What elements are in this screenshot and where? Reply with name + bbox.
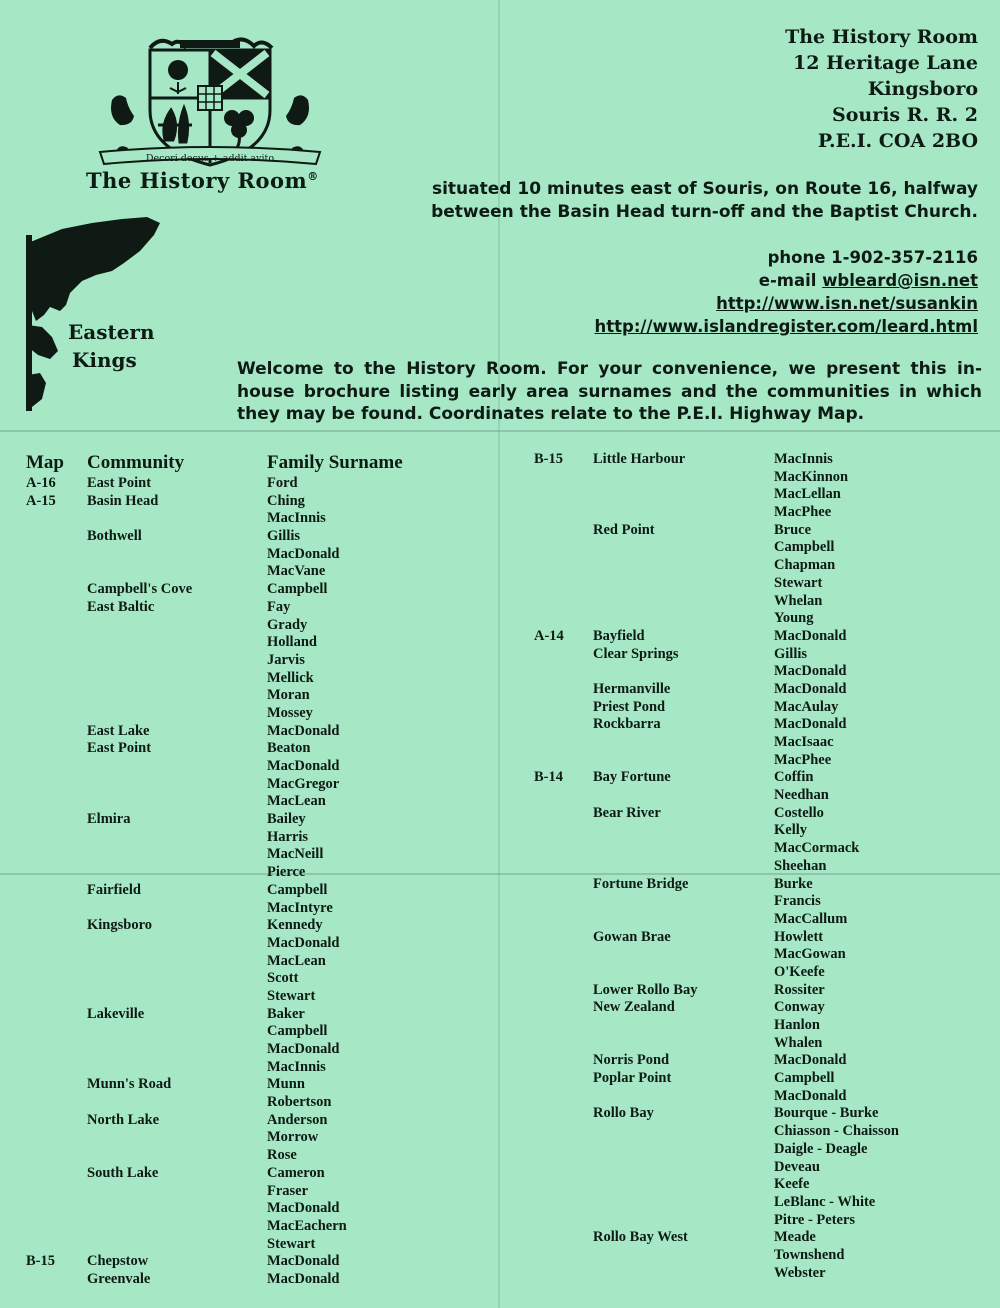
map-cell: A-14 — [534, 627, 564, 644]
surname-cell: Pierce — [267, 864, 306, 881]
surname-cell: MacEachern — [267, 1217, 347, 1234]
table-row — [26, 846, 466, 864]
surname-cell: MacDonald — [774, 1087, 847, 1104]
surname-cell: Campbell — [774, 539, 835, 556]
surname-cell: Jarvis — [267, 651, 305, 668]
table-row — [26, 1200, 466, 1218]
surname-cell: MacInnis — [774, 451, 833, 467]
surname-column-header: Family Surname — [267, 452, 403, 473]
surname-cell: Campbell — [774, 1070, 835, 1087]
table-row — [26, 705, 466, 723]
surname-cell: Pitre - Peters — [774, 1211, 856, 1228]
table-row — [534, 628, 974, 646]
surname-cell: Kennedy — [267, 917, 323, 934]
table-row — [26, 793, 466, 811]
table-row — [26, 1165, 466, 1183]
table-row — [26, 1147, 466, 1165]
table-row — [26, 599, 466, 617]
table-row — [26, 970, 466, 988]
table-row — [26, 758, 466, 776]
surname-table-left — [26, 475, 466, 1289]
table-row — [26, 900, 466, 918]
table-row — [534, 539, 974, 557]
table-row — [26, 953, 466, 971]
address-line: Kingsboro — [867, 78, 978, 100]
table-row — [534, 1123, 974, 1141]
map-cell: B-15 — [534, 451, 563, 467]
table-row — [534, 822, 974, 840]
table-row — [534, 486, 974, 504]
table-row — [534, 840, 974, 858]
surname-cell: MacDonald — [267, 934, 340, 951]
community-cell: Kingsboro — [87, 917, 153, 934]
surname-cell: Cameron — [267, 1164, 325, 1181]
community-cell: Priest Pond — [593, 698, 666, 715]
table-row — [534, 663, 974, 681]
table-row — [26, 740, 466, 758]
surname-cell: MacDonald — [267, 1041, 340, 1057]
table-row — [26, 1112, 466, 1130]
community-cell: South Lake — [87, 1164, 159, 1181]
surname-cell: Deveau — [774, 1158, 820, 1175]
surname-cell: Anderson — [267, 1111, 328, 1128]
surname-cell: MacPhee — [774, 504, 832, 521]
table-row — [534, 716, 974, 734]
surname-cell: Robertson — [267, 1094, 332, 1111]
table-row — [26, 1218, 466, 1236]
table-row — [534, 1070, 974, 1088]
table-row — [26, 935, 466, 953]
table-row — [534, 787, 974, 805]
surname-cell: MacDonald — [774, 627, 847, 644]
directions-text — [431, 178, 978, 224]
table-row — [26, 581, 466, 599]
surname-cell: MacDonald — [267, 722, 340, 739]
surname-cell: MacDonald — [267, 1253, 340, 1270]
registered-mark: ® — [307, 170, 319, 183]
motto-text: Decori decus + addit avito — [145, 153, 275, 164]
surname-cell: MacCallum — [774, 910, 848, 927]
surname-cell: Fraser — [267, 1182, 309, 1199]
email-link[interactable]: wbleard@isn.net — [822, 271, 978, 290]
table-row — [26, 528, 466, 546]
table-row — [26, 917, 466, 935]
community-cell: East Baltic — [87, 598, 155, 615]
surname-cell: Scott — [267, 970, 299, 987]
address-line: Souris R. R. 2 — [831, 104, 978, 126]
table-row — [26, 811, 466, 829]
surname-cell: Kelly — [774, 822, 808, 839]
surname-cell: Whelan — [774, 592, 823, 609]
community-cell: Bear River — [593, 804, 661, 821]
table-row — [26, 634, 466, 652]
surname-cell: MacInnis — [267, 510, 326, 527]
table-row — [26, 1129, 466, 1147]
table-row — [26, 1076, 466, 1094]
surname-cell: Stewart — [774, 574, 823, 591]
welcome-paragraph: Welcome to the History Room. For your convenience, we present this in-house brochure listing early area surnames and the communities in which they may be found. Coordinates relate to the P.E.I. Highway Map. — [237, 359, 982, 424]
table-row — [26, 1094, 466, 1112]
table-row — [534, 1141, 974, 1159]
surname-cell: MacInnis — [267, 1058, 326, 1075]
table-row — [534, 1017, 974, 1035]
map-cell: A-15 — [26, 492, 56, 509]
table-row — [534, 1052, 974, 1070]
table-row — [534, 1035, 974, 1053]
email-label: e-mail — [758, 271, 817, 290]
address-block — [785, 24, 978, 154]
region-label-line: Eastern — [68, 320, 155, 344]
surname-cell: MacDonald — [774, 663, 847, 680]
surname-cell: MacDonald — [774, 680, 847, 697]
surname-cell: Holland — [267, 634, 317, 651]
surname-cell: Rossiter — [774, 981, 825, 998]
surname-cell: Conway — [774, 999, 825, 1016]
surname-cell: Sheehan — [774, 857, 827, 874]
surname-cell: MacLean — [267, 793, 326, 810]
community-cell: Munn's Road — [87, 1076, 172, 1093]
surname-cell: Needhan — [774, 787, 829, 804]
table-row — [26, 475, 466, 493]
surname-cell: Grady — [267, 616, 308, 633]
table-row — [534, 929, 974, 947]
surname-cell: Harris — [267, 828, 309, 845]
contact-block — [594, 246, 978, 338]
surname-cell: Burke — [774, 875, 813, 892]
table-row — [26, 1006, 466, 1024]
surname-cell: Howlett — [774, 928, 824, 945]
surname-cell: MacLean — [267, 952, 326, 969]
surname-cell: Bourque - Burke — [774, 1105, 879, 1122]
table-row — [534, 1105, 974, 1123]
surname-cell: Daigle - Deagle — [774, 1140, 868, 1157]
surname-cell: Webster — [774, 1264, 826, 1281]
surname-cell: Moran — [267, 687, 310, 704]
table-row — [534, 1176, 974, 1194]
table-row — [26, 1023, 466, 1041]
surname-cell: Hanlon — [774, 1017, 820, 1033]
community-cell: Rockbarra — [593, 716, 661, 733]
surname-cell: Chiasson - Chaisson — [774, 1123, 899, 1140]
table-row — [534, 504, 974, 522]
surname-cell: Young — [774, 610, 814, 627]
table-row — [534, 1212, 974, 1230]
table-row — [534, 593, 974, 611]
region-label-line: Kings — [72, 348, 137, 372]
table-row — [534, 1229, 974, 1247]
surname-cell: MacDonald — [774, 716, 847, 733]
table-row — [534, 575, 974, 593]
surname-cell: MacDonald — [267, 758, 340, 774]
surname-cell: Bailey — [267, 811, 306, 828]
surname-cell: Gillis — [267, 528, 301, 545]
surname-cell: MacIsaac — [774, 734, 834, 750]
table-row — [534, 858, 974, 876]
table-row — [26, 723, 466, 741]
surname-cell: Beaton — [267, 740, 311, 757]
surname-cell: Campbell — [267, 581, 328, 598]
table-row — [534, 699, 974, 717]
table-row — [26, 652, 466, 670]
table-row — [26, 829, 466, 847]
table-row — [26, 864, 466, 882]
table-row — [534, 1088, 974, 1106]
surname-cell: MacDonald — [267, 545, 340, 562]
community-cell: North Lake — [87, 1111, 160, 1128]
table-row — [534, 982, 974, 1000]
table-row — [26, 493, 466, 511]
table-row — [534, 769, 974, 787]
table-row — [534, 522, 974, 540]
email-line — [594, 269, 978, 292]
surname-cell: Fay — [267, 598, 291, 615]
community-cell: Rollo Bay — [593, 1105, 654, 1122]
surname-cell: Meade — [774, 1229, 816, 1246]
surname-cell: MacIntyre — [267, 899, 333, 916]
surname-cell: Keefe — [774, 1176, 810, 1193]
map-column-header: Map — [26, 452, 64, 473]
surname-cell: O'Keefe — [774, 963, 825, 980]
table-row — [26, 1271, 466, 1289]
community-column-header: Community — [87, 452, 185, 473]
table-row — [26, 882, 466, 900]
surname-cell: Gillis — [774, 645, 808, 662]
surname-cell: MacKinnon — [774, 468, 849, 485]
table-row — [26, 1183, 466, 1201]
surname-cell: Costello — [774, 804, 824, 821]
eastern-kings-map-silhouette — [22, 215, 172, 415]
surname-cell: MacGregor — [267, 775, 340, 792]
table-row — [534, 999, 974, 1017]
table-row — [534, 734, 974, 752]
table-row — [26, 988, 466, 1006]
table-row — [26, 1041, 466, 1059]
phone-number: phone 1-902-357-2116 — [767, 248, 978, 267]
surname-cell: Francis — [774, 893, 821, 910]
surname-cell: MacAulay — [774, 698, 839, 715]
map-cell: B-14 — [534, 769, 563, 786]
map-cell: A-16 — [26, 475, 56, 491]
surname-cell: LeBlanc - White — [774, 1193, 876, 1210]
community-cell: Clear Springs — [593, 645, 679, 662]
table-row — [26, 617, 466, 635]
community-cell: East Lake — [87, 722, 150, 739]
table-row — [534, 646, 974, 664]
table-row — [534, 946, 974, 964]
surname-cell: Whalen — [774, 1034, 823, 1051]
surname-cell: Bruce — [774, 521, 812, 538]
surname-cell: Mellick — [267, 669, 314, 686]
surname-cell: MacPhee — [774, 751, 832, 768]
surname-cell: Stewart — [267, 1235, 316, 1252]
community-cell: Poplar Point — [593, 1070, 672, 1087]
community-cell: Bothwell — [87, 528, 142, 545]
surname-cell: Stewart — [267, 987, 316, 1004]
surname-cell: Rose — [267, 1147, 297, 1164]
surname-cell: Coffin — [774, 769, 814, 786]
community-cell: Lakeville — [87, 1005, 145, 1022]
community-cell: East Point — [87, 740, 152, 757]
table-row — [534, 876, 974, 894]
community-cell: Rollo Bay West — [593, 1229, 688, 1246]
paper-fold — [0, 430, 1000, 432]
community-cell: Fortune Bridge — [593, 875, 689, 892]
table-row — [534, 610, 974, 628]
community-cell: Chepstow — [87, 1253, 149, 1270]
community-cell: Basin Head — [87, 492, 159, 509]
surname-cell: Ford — [267, 475, 298, 491]
table-row — [534, 1194, 974, 1212]
surname-cell: Morrow — [267, 1129, 319, 1146]
region-label — [68, 318, 155, 374]
table-row — [534, 1247, 974, 1265]
surname-cell: Ching — [267, 492, 305, 509]
table-row — [534, 451, 974, 469]
table-row — [26, 1059, 466, 1077]
surname-cell: MacCormack — [774, 840, 860, 857]
surname-cell: MacDonald — [267, 1200, 340, 1217]
surname-cell: MacGowan — [774, 946, 846, 963]
community-cell: Greenvale — [87, 1270, 151, 1287]
community-cell: Lower Rollo Bay — [593, 981, 698, 998]
website-link-isn[interactable]: http://www.isn.net/susankin — [716, 294, 978, 313]
community-cell: Fairfield — [87, 881, 141, 898]
community-cell: Little Harbour — [593, 451, 686, 467]
surname-cell: Mossey — [267, 704, 313, 721]
surname-cell: Baker — [267, 1005, 305, 1022]
wordmark-text: The History Room — [86, 168, 308, 193]
community-cell: Bayfield — [593, 627, 645, 644]
surname-cell: Chapman — [774, 557, 836, 574]
surname-cell: Campbell — [267, 881, 328, 898]
community-cell: Campbell's Cove — [87, 581, 193, 598]
surname-cell: MacLellan — [774, 486, 841, 503]
map-cell: B-15 — [26, 1253, 55, 1270]
table-row — [534, 469, 974, 487]
website-link-islandregister[interactable]: http://www.islandregister.com/leard.html — [594, 317, 978, 336]
table-row — [534, 911, 974, 929]
address-line: The History Room — [785, 26, 978, 48]
community-cell: Norris Pond — [593, 1052, 670, 1069]
community-cell: East Point — [87, 475, 152, 491]
community-cell: Hermanville — [593, 680, 671, 697]
community-cell: New Zealand — [593, 999, 675, 1016]
address-line: 12 Heritage Lane — [793, 52, 978, 74]
table-row — [534, 557, 974, 575]
community-cell: Elmira — [87, 811, 131, 828]
table-row — [534, 752, 974, 770]
table-row — [534, 1265, 974, 1283]
directions-line: between the Basin Head turn-off and the Baptist Church. — [431, 202, 978, 222]
surname-cell: Campbell — [267, 1023, 328, 1040]
surname-cell: Townshend — [774, 1246, 845, 1263]
table-row — [534, 964, 974, 982]
surname-table-right — [534, 451, 974, 1282]
table-row — [26, 776, 466, 794]
table-row — [26, 563, 466, 581]
table-row — [534, 681, 974, 699]
table-row — [26, 1253, 466, 1271]
surname-cell: Munn — [267, 1076, 305, 1093]
table-row — [26, 670, 466, 688]
surname-cell: MacNeill — [267, 846, 324, 863]
surname-cell: MacVane — [267, 563, 326, 580]
surname-cell: MacDonald — [267, 1270, 340, 1287]
table-row — [26, 546, 466, 564]
table-row — [26, 510, 466, 528]
table-row — [534, 893, 974, 911]
directions-line: situated 10 minutes east of Souris, on Route 16, halfway — [431, 179, 978, 199]
table-row — [534, 805, 974, 823]
community-cell: Bay Fortune — [593, 769, 671, 786]
table-row — [534, 1159, 974, 1177]
surname-cell: MacDonald — [774, 1052, 847, 1069]
history-room-wordmark — [86, 168, 319, 193]
address-line: P.E.I. COA 2BO — [817, 130, 978, 152]
community-cell: Red Point — [593, 521, 655, 538]
table-row — [26, 1236, 466, 1254]
community-cell: Gowan Brae — [593, 928, 671, 945]
table-row — [26, 687, 466, 705]
